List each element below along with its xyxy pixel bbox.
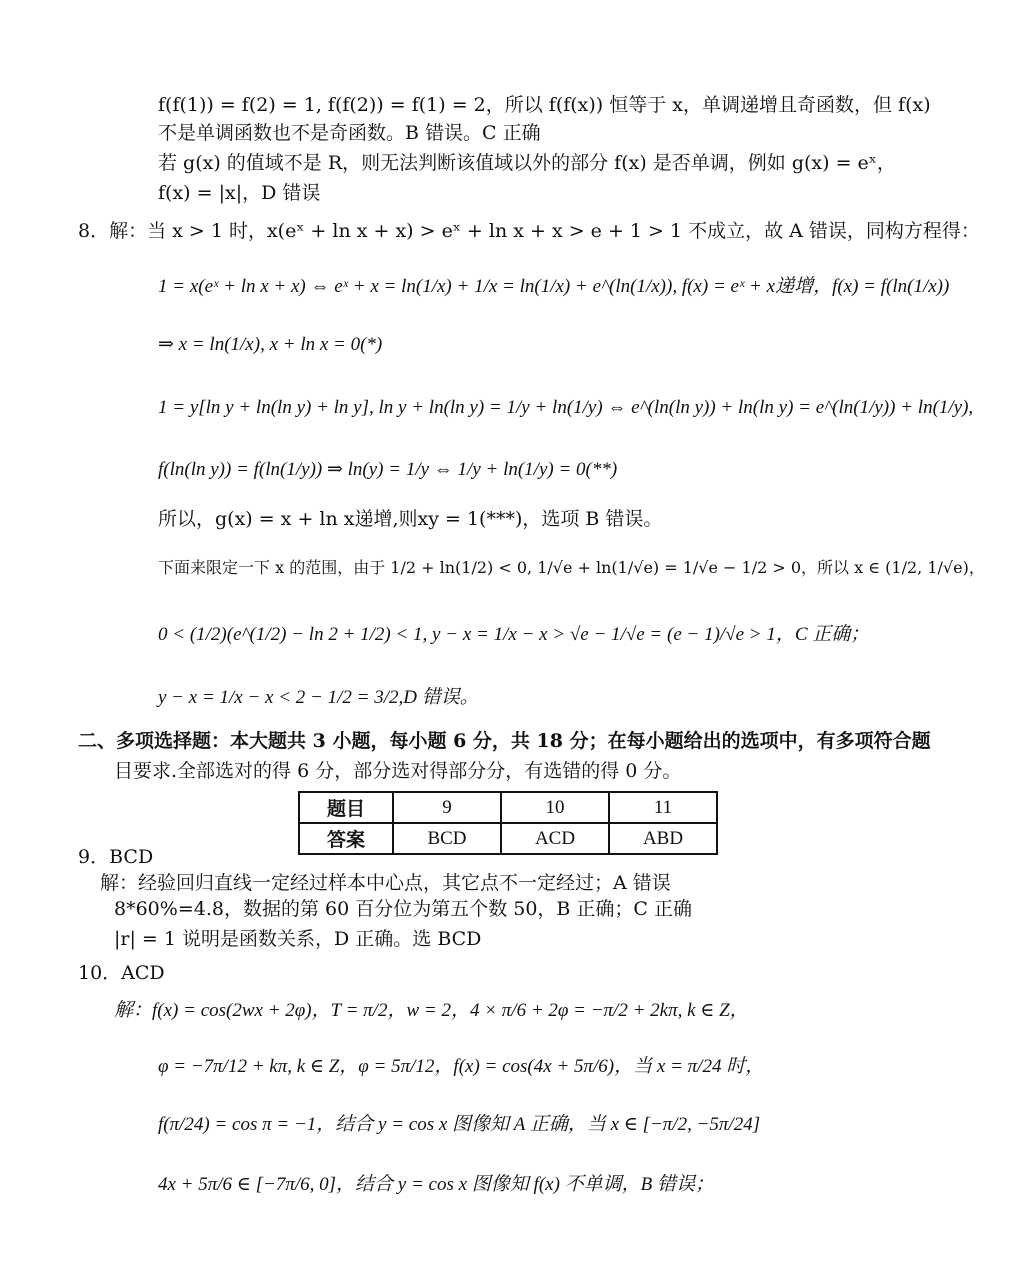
text-line: 8*60%=4.8，数据的第 60 百分位为第五个数 50，B 正确；C 正确 bbox=[114, 898, 693, 920]
equation-line: 解：f(x) = cos(2wx + 2φ)，T = π/2，w = 2，4 × π/6 + 2φ = −π/2 + 2kπ, k ∈ Z， bbox=[114, 1000, 749, 1021]
table-header-cell: 题目 bbox=[299, 792, 393, 823]
equation-line: 0 < (1/2)(e^(1/2) − ln 2 + 1/2) < 1, y − x = 1/x − x > √e − 1/√e = (e − 1)/√e > 1，C 正确； bbox=[158, 624, 870, 645]
equation-line: f(π/24) = cos π = −1，结合 y = cos x 图像知 A 正确，当 x ∈ [−π/2, −5π/24] bbox=[158, 1114, 761, 1135]
answer-table bbox=[298, 791, 718, 855]
table-cell: BCD bbox=[393, 823, 501, 854]
table-cell: 9 bbox=[393, 792, 501, 823]
text-line: f(f(1)) = f(2) = 1, f(f(2)) = f(1) = 2，所以 f(f(x)) 恒等于 x，单调递增且奇函数，但 f(x) bbox=[158, 94, 931, 116]
section-heading: 二、多项选择题：本大题共 3 小题，每小题 6 分，共 18 分；在每小题给出的选项中，有多项符合题 bbox=[78, 730, 931, 752]
equation-line: ⇒ x = ln(1/x), x + ln x = 0(*) bbox=[158, 334, 383, 355]
text-line: |r| = 1 说明是函数关系，D 正确。选 BCD bbox=[114, 928, 482, 950]
table-cell: ACD bbox=[501, 823, 609, 854]
table-cell: 11 bbox=[609, 792, 717, 823]
text-line: 不是单调函数也不是奇函数。B 错误。C 正确 bbox=[158, 122, 541, 144]
equation-line: f(ln(ln y)) = f(ln(1/y)) ⇒ ln(y) = 1/y ⇔ 1/y + ln(1/y) = 0(**) bbox=[158, 459, 618, 480]
equation-line: 4x + 5π/6 ∈ [−7π/6, 0]，结合 y = cos x 图像知 f(x) 不单调，B 错误； bbox=[158, 1174, 715, 1195]
problem-9-heading: 9．BCD bbox=[78, 846, 154, 868]
text-line: f(x) = |x|，D 错误 bbox=[158, 182, 321, 204]
table-cell: 10 bbox=[501, 792, 609, 823]
problem-8-line: 8．解：当 x > 1 时，x(eˣ + ln x + x) > eˣ + ln x + x > e + 1 > 1 不成立，故 A 错误，同构方程得： bbox=[78, 220, 980, 242]
table-row bbox=[299, 792, 717, 823]
problem-10-heading: 10．ACD bbox=[78, 962, 165, 984]
table-header-cell: 答案 bbox=[299, 823, 393, 854]
text-line: 下面来限定一下 x 的范围，由于 1/2 + ln(1/2) < 0, 1/√e + ln(1/√e) = 1/√e − 1/2 > 0，所以 x ∈ (1/2, 1/√e)， bbox=[158, 558, 985, 577]
equation-line: φ = −7π/12 + kπ, k ∈ Z，φ = 5π/12，f(x) = cos(4x + 5π/6)，当 x = π/24 时， bbox=[158, 1056, 765, 1077]
equation-line: 1 = x(eˣ + ln x + x) ⇔ eˣ + x = ln(1/x) + 1/x = ln(1/x) + e^(ln(1/x)), f(x) = eˣ + x递增，f(x) = f(ln(1/x)) bbox=[158, 276, 950, 297]
text-line: 所以，g(x) = x + ln x递增,则xy = 1(***)，选项 B 错误。 bbox=[158, 508, 663, 530]
table-cell: ABD bbox=[609, 823, 717, 854]
text-line: 解：经验回归直线一定经过样本中心点，其它点不一定经过；A 错误 bbox=[100, 872, 671, 894]
equation-line: y − x = 1/x − x < 2 − 1/2 = 3/2,D 错误。 bbox=[158, 687, 479, 708]
section-heading-continued: 目要求.全部选对的得 6 分，部分选对得部分分，有选错的得 0 分。 bbox=[114, 760, 682, 782]
text-line: 若 g(x) 的值域不是 R，则无法判断该值域以外的部分 f(x) 是否单调，例如 g(x) = eˣ， bbox=[158, 152, 896, 174]
equation-line: 1 = y[ln y + ln(ln y) + ln y], ln y + ln(ln y) = 1/y + ln(1/y) ⇔ e^(ln(ln y)) + ln(ln y) = e^(ln(1/y)) + ln(1/y), bbox=[158, 397, 974, 418]
table-row bbox=[299, 823, 717, 854]
